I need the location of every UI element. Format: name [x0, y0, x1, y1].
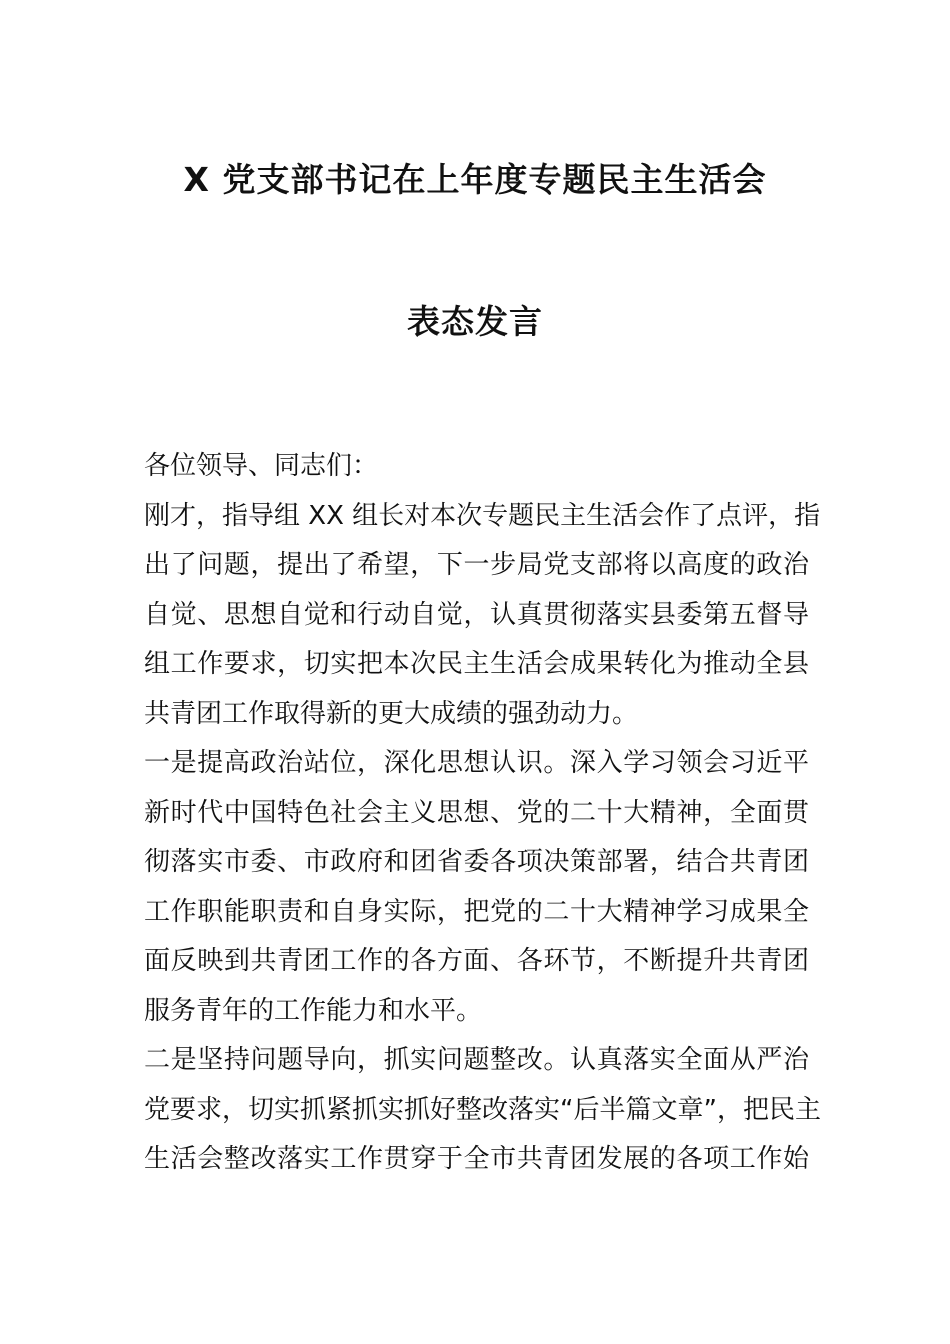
- document-body: [144, 442, 821, 1185]
- body-line: 面反映到共青团工作的各方面、各环节，不断提升共青团: [144, 946, 809, 976]
- body-line: 组工作要求，切实把本次民主生活会成果转化为推动全县: [144, 649, 809, 679]
- body-line: 自觉、思想自觉和行动自觉，认真贯彻落实县委第五督导: [144, 599, 809, 630]
- body-line: 共青团工作取得新的更大成绩的强劲动力。: [144, 698, 639, 729]
- body-line: 刚才，指导组 XX 组长对本次专题民主生活会作了点评，指: [144, 500, 821, 531]
- body-line: 生活会整改落实工作贯穿于全市共青团发展的各项工作始: [144, 1144, 809, 1174]
- body-line: 工作职能职责和自身实际，把党的二十大精神学习成果全: [144, 896, 809, 927]
- body-line: 新时代中国特色社会主义思想、党的二十大精神，全面贯: [144, 797, 809, 828]
- document-title-line-2: 表态发言: [407, 302, 543, 341]
- body-line: 彻落实市委、市政府和团省委各项决策部署，结合共青团: [144, 847, 809, 877]
- document-title-line-1: X 党支部书记在上年度专题民主生活会: [183, 160, 767, 199]
- body-line: 二是坚持问题导向，抓实问题整改。认真落实全面从严治: [144, 1045, 809, 1075]
- body-line: 出了问题，提出了希望，下一步局党支部将以高度的政治: [144, 550, 809, 580]
- salutation-line: 各位领导、同志们：: [144, 451, 379, 481]
- body-line: 党要求，切实抓紧抓实抓好整改落实“后半篇文章”，把民主: [144, 1094, 821, 1125]
- body-line: 一是提高政治站位，深化思想认识。深入学习领会习近平: [144, 748, 809, 778]
- body-line: 服务青年的工作能力和水平。: [144, 995, 483, 1026]
